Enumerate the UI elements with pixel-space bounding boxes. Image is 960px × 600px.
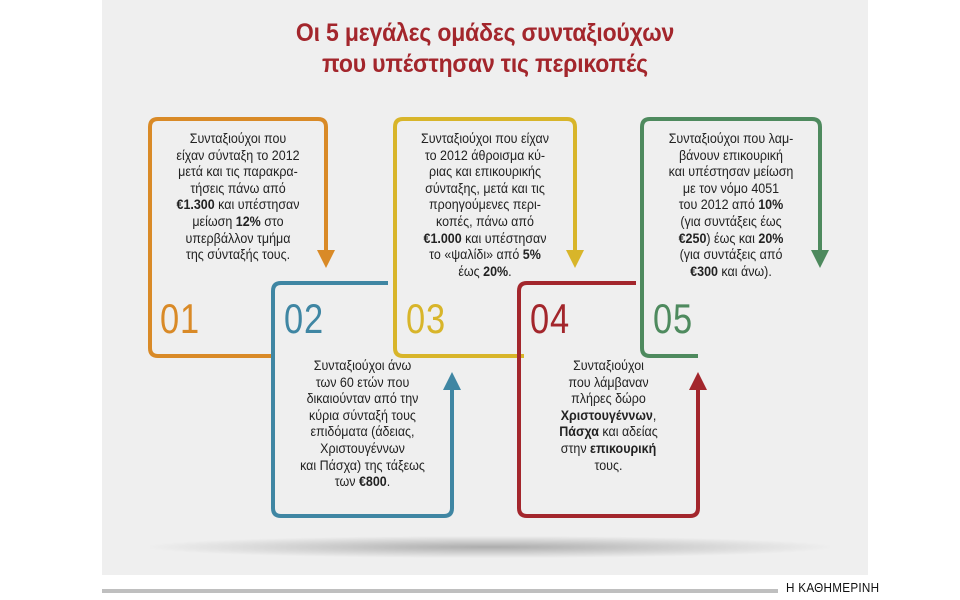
description-line [162,181,313,198]
description-text: και υπέστησαν [214,197,300,214]
description-line [286,358,440,375]
highlighted-value: €800 [358,474,387,491]
description-line [654,214,807,231]
description-text: στο [260,213,284,230]
description-line [408,197,563,214]
description-line [654,231,807,248]
description-line [162,247,313,264]
description-text: Συνταξιούχοι άνω [313,358,412,374]
highlighted-value: επικουρική [590,440,657,457]
description-line [654,264,807,281]
description-line [162,131,313,148]
description-line [532,358,686,375]
group-description-01 [162,131,313,264]
description-text: . [386,474,391,491]
description-text: ριας και επικουρικής [428,164,542,181]
description-text: και αδείας [598,424,658,441]
description-line [162,214,313,231]
description-text: . [508,263,512,280]
group-description-04 [532,358,686,474]
highlighted-value: 12% [235,213,261,230]
group-number-05: 05 [653,295,693,342]
description-line [532,391,686,408]
footer-rule [102,589,778,593]
description-line [286,424,440,441]
highlighted-value: 5% [522,247,541,264]
group-number-01: 01 [160,295,200,342]
description-line [408,264,563,281]
description-line [408,214,563,231]
description-line [654,164,807,181]
description-text: (για συντάξεις έως [680,213,782,230]
description-line [162,231,313,248]
description-line [408,164,563,181]
description-text: (για συντάξεις από [679,247,783,264]
highlighted-value: €1.300 [176,197,215,214]
description-text: τους. [594,457,623,474]
arrow-up-icon-04 [689,372,707,390]
arrow-down-icon-05 [811,250,829,268]
description-line [408,231,563,248]
description-text: είχαν σύνταξη το 2012 [176,147,300,164]
description-text: σύνταξης, μετά και τις [425,180,545,197]
description-text: στην [560,440,591,457]
description-line [286,375,440,392]
description-line [408,247,563,264]
description-text: βάνουν επικουρική [678,147,784,164]
description-text: υπερβάλλον τμήμα [185,230,291,247]
description-text: με τον νόμο 4051 [682,180,780,197]
description-line [286,391,440,408]
description-text: και υπέστησαν μείωση [668,164,794,181]
description-text: το 2012 άθροισμα κύ- [424,147,546,164]
description-text: κοπές, πάνω από [436,213,534,230]
description-text: δικαιούνταν από την [306,391,419,408]
description-text: Χριστουγέννων [320,440,405,457]
description-line [654,247,807,264]
description-text: μείωση [192,213,236,230]
description-text: Συνταξιούχοι που είχαν [420,131,549,147]
description-text: Συνταξιούχοι που λαμ- [668,131,794,147]
description-line [408,181,563,198]
group-number-02: 02 [284,295,324,342]
description-line [286,408,440,425]
description-text: των [334,474,359,491]
highlighted-value: €1.000 [423,230,462,247]
description-text: έως [458,263,484,280]
description-line [654,197,807,214]
highlighted-value: 10% [758,197,784,214]
description-line [162,148,313,165]
description-text: και άνω). [717,263,772,280]
description-line [408,148,563,165]
description-line [286,441,440,458]
description-text: το «ψαλίδι» από [429,247,523,264]
description-text: που λάμβαναν [568,374,649,391]
title-line-1: Οι 5 μεγάλες ομάδες συνταξιούχων [295,19,675,47]
group-number-04: 04 [530,295,570,342]
description-text: προηγούμενες περι- [429,197,541,214]
group-description-03 [408,131,563,280]
description-text: πλήρες δώρο [571,391,646,408]
description-line [532,441,686,458]
description-line [654,131,807,148]
description-line [532,458,686,475]
description-text: και Πάσχα) της τάξεως [300,457,425,474]
description-text: της σύνταξής τους. [185,247,291,264]
description-line [286,474,440,491]
description-text: Συνταξιούχοι που [189,131,287,147]
group-description-05 [654,131,807,280]
description-text: κύρια σύνταξή τους [309,407,416,424]
description-line [532,424,686,441]
arrow-down-icon-01 [317,250,335,268]
description-text: , [652,407,657,424]
highlighted-value: €300 [690,263,718,280]
highlighted-value: 20% [758,230,784,247]
description-line [162,197,313,214]
description-text: μετά και τις παρακρα- [178,164,298,181]
highlighted-value: 20% [483,263,509,280]
description-text: ) έως και [706,230,759,247]
group-number-03: 03 [406,295,446,342]
description-text: και υπέστησαν [461,230,547,247]
publisher-logo: Η ΚΑΘΗΜΕΡΙΝΗ [786,580,880,595]
description-line [654,181,807,198]
description-text: τήσεις πάνω από [190,180,286,197]
description-line [532,375,686,392]
description-line [654,148,807,165]
description-text: των 60 ετών που [315,374,410,391]
arrow-up-icon-02 [443,372,461,390]
highlighted-value: Πάσχα [559,424,599,441]
description-line [408,131,563,148]
description-text: Συνταξιούχοι [573,358,644,374]
description-line [162,164,313,181]
description-text: επιδόματα (άδειας, [310,424,415,441]
group-description-02 [286,358,440,491]
title-line-2: που υπέστησαν τις περικοπές [322,50,648,78]
description-line [532,408,686,425]
highlighted-value: €250 [678,230,707,247]
description-line [286,458,440,475]
highlighted-value: Χριστουγέννων [560,407,653,424]
arrow-down-icon-03 [566,250,584,268]
description-text: του 2012 από [678,197,759,214]
